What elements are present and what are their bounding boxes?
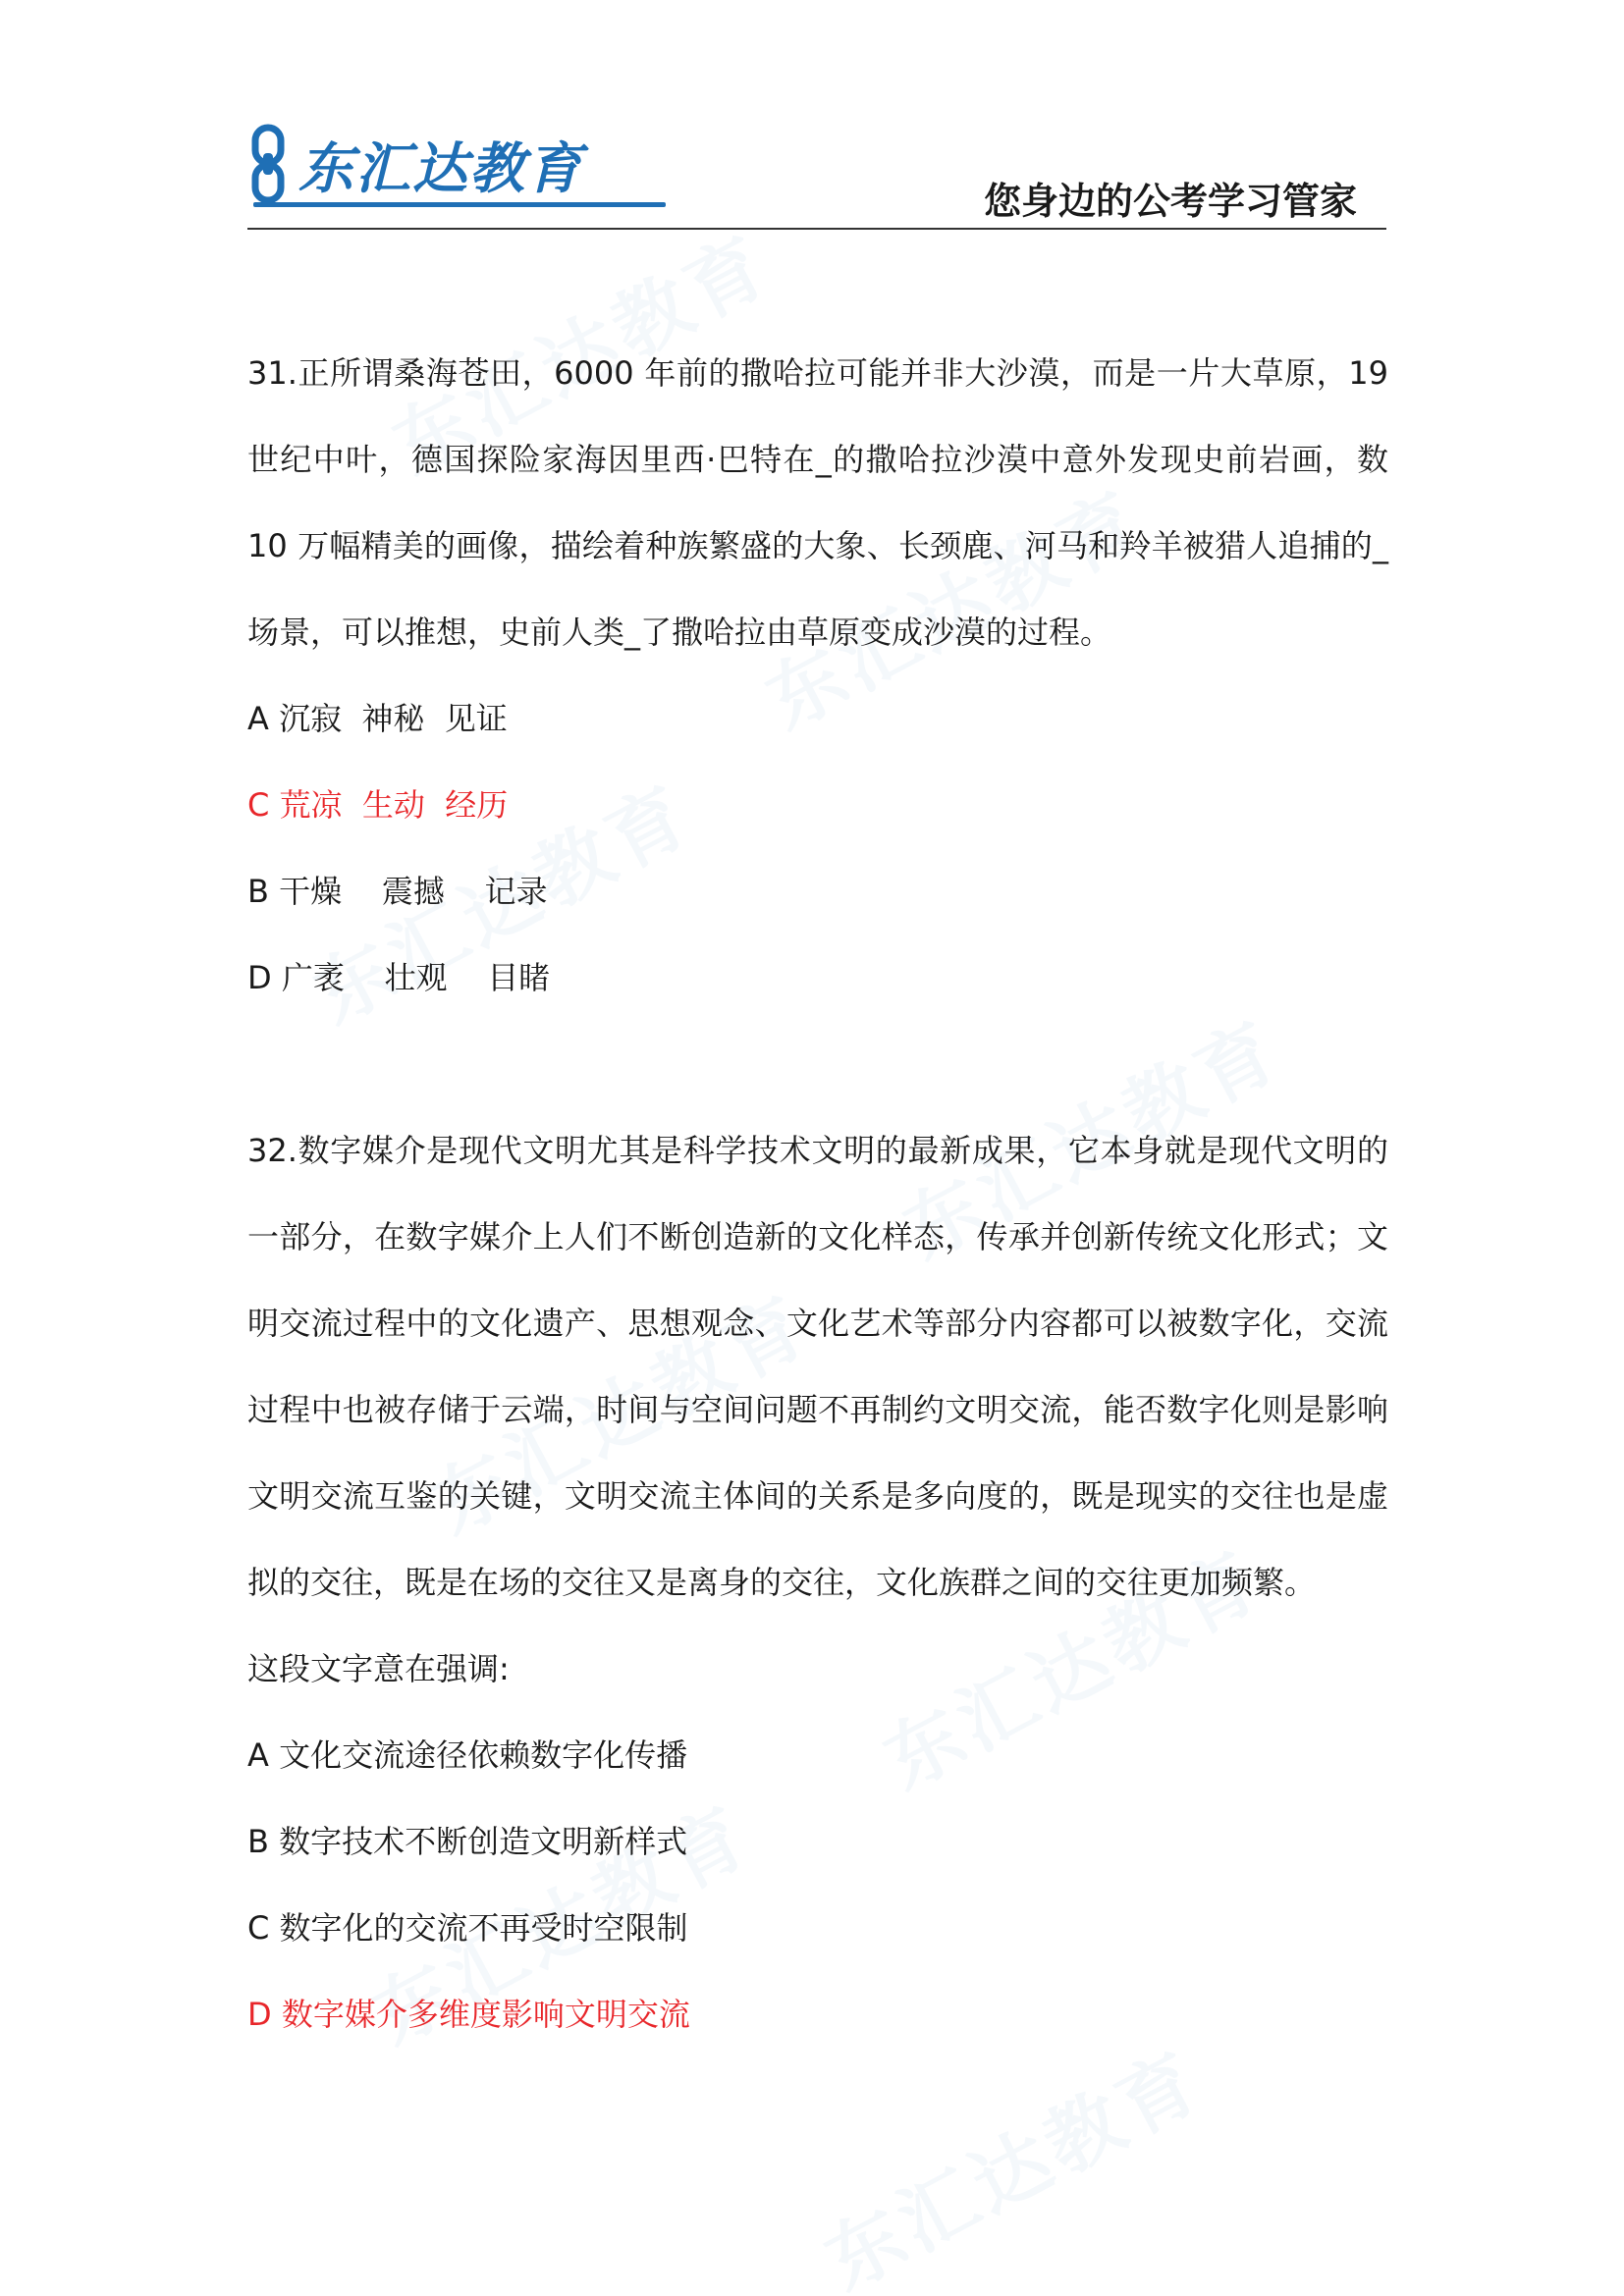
question-31 (247, 330, 1388, 1021)
option-d-correct: D 数字媒介多维度影响文明交流 (247, 1996, 690, 2033)
brand-logo (247, 116, 583, 214)
question-prompt: 这段文字意在强调: (247, 1650, 510, 1687)
question-stem: 31.正所谓桑海苍田，6000 年前的撒哈拉可能并非大沙漠，而是一片大草原，19 世纪中叶，德国探险家海因里西·巴特在_的撒哈拉沙漠中意外发现史前岩画，数 10 万幅精美的画像，描绘着种族繁盛的大象、长颈鹿、河马和羚羊被猎人追捕的_场景，可以推想，史前人类_了撒哈拉由草原变成沙漠的过程。 (247, 354, 1388, 651)
option-c: C 数字化的交流不再受时空限制 (247, 1909, 688, 1947)
header-divider (247, 228, 1386, 230)
question-32 (247, 1107, 1388, 2057)
option-d: D 广袤 壮观 目睹 (247, 959, 551, 996)
option-b: B 数字技术不断创造文明新样式 (247, 1823, 688, 1860)
logo-text: 东汇达教育 (298, 137, 583, 201)
chain-link-icon (247, 124, 291, 206)
option-c-correct: C 荒凉 生动 经历 (247, 786, 509, 824)
header-tagline: 您身边的公考学习管家 (983, 180, 1357, 223)
document-body (247, 330, 1388, 2057)
spacer (247, 1021, 1388, 1107)
option-b: B 干燥 震撼 记录 (247, 873, 548, 910)
question-stem: 32.数字媒介是现代文明尤其是科学技术文明的最新成果，它本身就是现代文明的一部分，在数字媒介上人们不断创造新的文化样态，传承并创新传统文化形式；文明交流过程中的文化遗产、思想观念、文化艺术等部分内容都可以被数字化，交流过程中也被存储于云端，时间与空间问题不再制约文明交流，能否数字化则是影响文明交流互鉴的关键，文明交流主体间的关系是多向度的，既是现实的交往也是虚拟的交往，既是在场的交往又是离身的交往，文化族群之间的交往更加频繁。 (247, 1132, 1388, 1601)
watermark (803, 2020, 1218, 2296)
option-a: A 文化交流途径依赖数字化传播 (247, 1736, 688, 1774)
logo-underline (253, 202, 666, 207)
page-header (247, 106, 1386, 230)
option-a: A 沉寂 神秘 见证 (247, 700, 508, 737)
